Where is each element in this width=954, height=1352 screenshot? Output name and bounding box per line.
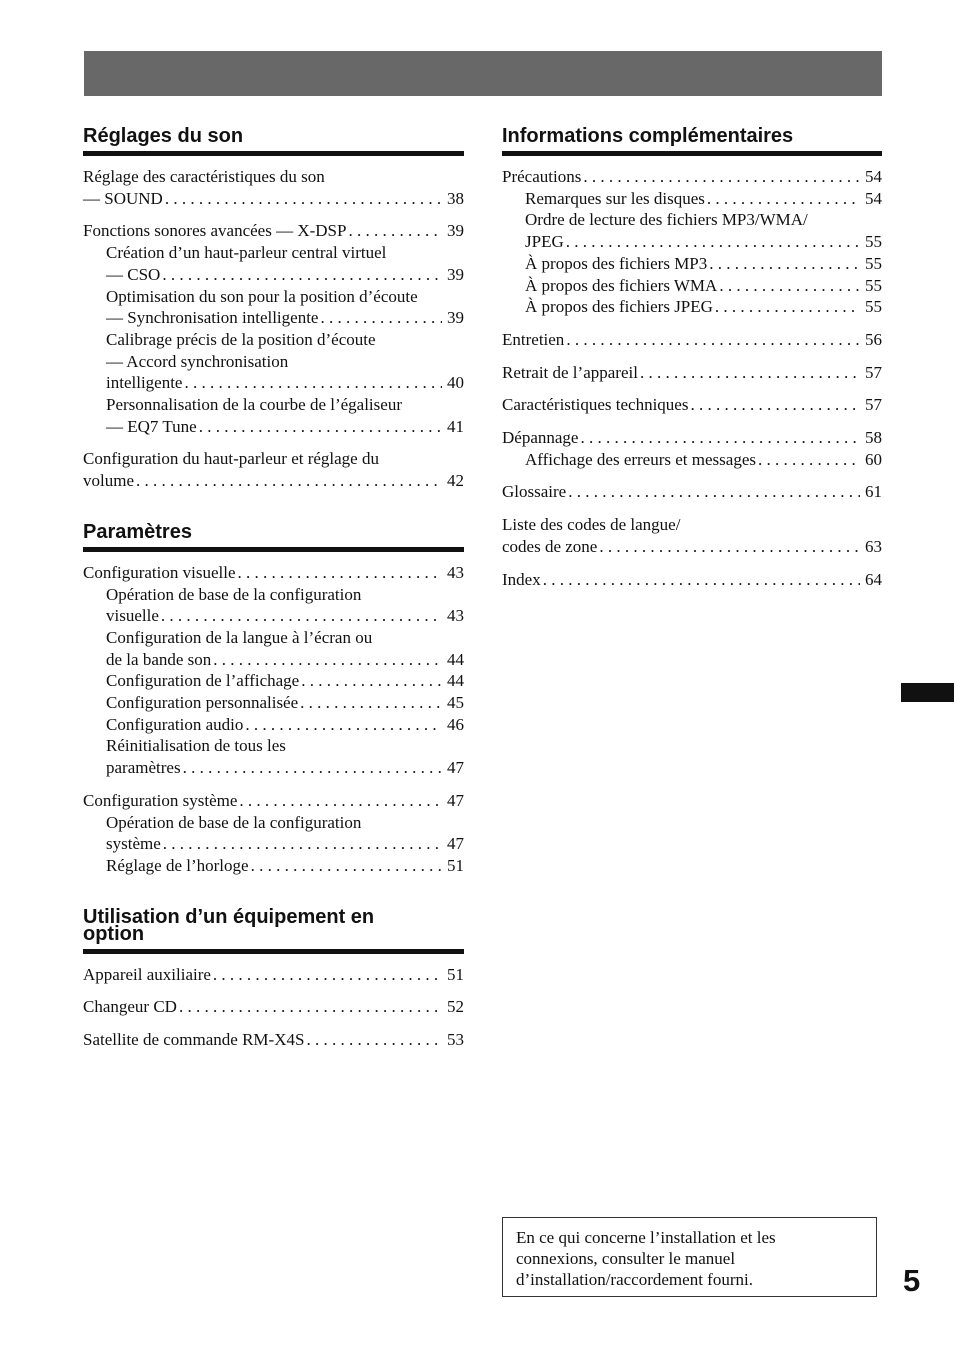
toc-entry <box>83 996 464 1018</box>
toc-entry-group <box>502 569 882 591</box>
entry-text: À propos des fichiers MP3 <box>525 253 708 273</box>
page-ref: 41 <box>447 416 464 436</box>
page-ref: 45 <box>447 693 464 713</box>
dot-leader <box>165 188 442 210</box>
dot-leader <box>245 714 442 736</box>
note-line: connexions, consulter le manuel <box>516 1249 736 1268</box>
toc-subentry <box>83 416 464 438</box>
toc-subentry <box>502 231 882 253</box>
toc-subentry <box>502 253 882 275</box>
dot-leader <box>239 790 442 812</box>
entry-text: Configuration personnalisée <box>106 693 299 713</box>
dot-leader <box>709 253 860 275</box>
entry-text: Optimisation du son pour la position d’écoute <box>106 286 418 306</box>
toc-entry <box>83 470 464 492</box>
entry-text: — Accord synchronisation <box>106 351 289 371</box>
toc-subentry <box>83 812 464 834</box>
dot-leader <box>300 692 442 714</box>
toc-subentry <box>502 449 882 471</box>
toc-entry-group <box>83 562 464 779</box>
entry-text: Caractéristiques techniques <box>502 395 689 415</box>
toc-entry-group <box>83 790 464 877</box>
toc-subentry <box>83 307 464 329</box>
page-ref: 53 <box>447 1030 464 1050</box>
page-ref: 55 <box>865 232 882 252</box>
toc-subentry <box>83 351 464 373</box>
page-ref: 56 <box>865 329 882 349</box>
toc-subentry <box>502 275 882 297</box>
page-ref: 44 <box>447 671 464 691</box>
entry-text: Remarques sur les disques <box>525 188 705 208</box>
toc-entry-group <box>502 329 882 351</box>
toc-entry <box>502 427 882 449</box>
entry-text: À propos des fichiers WMA <box>525 275 718 295</box>
dot-leader <box>162 264 442 286</box>
dot-leader <box>719 275 860 297</box>
toc-entry-group <box>83 996 464 1018</box>
toc-entry-group <box>502 362 882 384</box>
toc-subentry <box>83 714 464 736</box>
entry-text: Réinitialisation de tous les <box>106 736 286 756</box>
page-ref: 55 <box>865 275 882 295</box>
dot-leader <box>715 296 860 318</box>
page-ref: 61 <box>865 482 882 502</box>
page-ref: 47 <box>447 834 464 854</box>
dot-leader <box>199 416 442 438</box>
entry-text: Configuration du haut-parleur et réglage du <box>83 449 379 469</box>
toc-subentry <box>83 692 464 714</box>
entry-text: Changeur CD <box>83 997 177 1017</box>
toc-section <box>502 124 882 590</box>
entry-text: Dépannage <box>502 428 579 448</box>
dot-leader <box>179 996 442 1018</box>
entry-text: — CSO <box>106 264 161 284</box>
entry-text: Calibrage précis de la position d’écoute <box>106 329 376 349</box>
toc-entry-group <box>502 427 882 470</box>
toc-entry <box>83 220 464 242</box>
toc-subentry <box>83 735 464 757</box>
entry-text: Personnalisation de la courbe de l’égaliseur <box>106 395 402 415</box>
toc-subentry <box>83 286 464 308</box>
toc-entry-group <box>83 1029 464 1051</box>
page-ref: 63 <box>865 536 882 556</box>
toc-section <box>83 905 464 1051</box>
dot-leader <box>251 855 442 877</box>
toc-subentry <box>83 670 464 692</box>
entry-text: Glossaire <box>502 482 567 502</box>
entry-text: Retrait de l’appareil <box>502 362 638 382</box>
dot-leader <box>543 569 860 591</box>
toc-subentry <box>83 394 464 416</box>
page-ref: 58 <box>865 428 882 448</box>
entry-text: Opération de base de la configuration <box>106 584 362 604</box>
page-ref: 57 <box>865 362 882 382</box>
page-number: 5 <box>903 1263 921 1298</box>
page-ref: 44 <box>447 649 464 669</box>
dot-leader <box>183 757 442 779</box>
toc-subentry <box>83 242 464 264</box>
toc-entry <box>83 1029 464 1051</box>
toc-entry <box>502 394 882 416</box>
toc-subentry <box>83 584 464 606</box>
entry-text: codes de zone <box>502 536 598 556</box>
toc-subentry <box>502 296 882 318</box>
toc-subentry <box>83 605 464 627</box>
toc-entry <box>502 362 882 384</box>
toc-entry <box>502 329 882 351</box>
page-ref: 51 <box>447 964 464 984</box>
toc-entry <box>502 569 882 591</box>
dot-leader <box>213 964 442 986</box>
dot-leader <box>690 394 860 416</box>
page-ref: 55 <box>865 253 882 273</box>
toc-subentry <box>502 209 882 231</box>
toc-subentry <box>83 372 464 394</box>
page-ref: 39 <box>447 264 464 284</box>
entry-text: Configuration audio <box>106 714 244 734</box>
toc-entry <box>83 790 464 812</box>
installation-note-box <box>502 1217 877 1297</box>
dot-leader <box>136 470 442 492</box>
toc-entry <box>83 562 464 584</box>
entry-text: À propos des fichiers JPEG <box>525 297 713 317</box>
page-ref: 60 <box>865 449 882 469</box>
section-tab-marker <box>901 683 954 702</box>
page-ref: 55 <box>865 297 882 317</box>
dot-leader <box>161 605 442 627</box>
toc-entry-group <box>83 448 464 491</box>
dot-leader <box>566 329 860 351</box>
toc-subentry <box>502 188 882 210</box>
entry-text: Création d’un haut-parleur central virtuel <box>106 243 387 263</box>
entry-text: Fonctions sonores avancées — X-DSP <box>83 221 347 241</box>
toc-entry-group <box>83 220 464 437</box>
toc-subentry <box>83 833 464 855</box>
toc-left-column <box>83 124 464 1079</box>
entry-text: Satellite de commande RM-X4S <box>83 1030 305 1050</box>
toc-subentry <box>83 757 464 779</box>
entry-text: — EQ7 Tune <box>106 416 197 436</box>
entry-text: Liste des codes de langue/ <box>502 515 681 535</box>
dot-leader <box>348 220 442 242</box>
entry-text: Ordre de lecture des fichiers MP3/WMA/ <box>525 210 808 230</box>
dot-leader <box>568 481 860 503</box>
note-line: En ce qui concerne l’installation et les <box>516 1228 776 1247</box>
entry-text: Appareil auxiliaire <box>83 964 211 984</box>
dot-leader <box>238 562 442 584</box>
page-ref: 47 <box>447 790 464 810</box>
toc-subentry <box>83 649 464 671</box>
entry-text: intelligente <box>106 373 183 393</box>
entry-text: Configuration système <box>83 790 238 810</box>
page-ref: 39 <box>447 221 464 241</box>
header-bar <box>84 51 882 96</box>
entry-text: Configuration de l’affichage <box>106 671 300 691</box>
entry-text: — Synchronisation intelligente <box>106 308 319 328</box>
toc-entry <box>502 536 882 558</box>
entry-text: Configuration de la langue à l’écran ou <box>106 627 373 647</box>
section-heading: Utilisation d’un équipement en option <box>83 905 464 954</box>
toc-section <box>83 520 464 877</box>
dot-leader <box>640 362 860 384</box>
dot-leader <box>580 427 860 449</box>
toc-subentry <box>83 627 464 649</box>
entry-text: Précautions <box>502 167 582 186</box>
toc-right-column <box>502 124 882 618</box>
page-ref: 64 <box>865 569 882 589</box>
toc-entry-group <box>502 394 882 416</box>
entry-text: paramètres <box>106 758 181 778</box>
toc-entry <box>83 448 464 470</box>
entry-text: Index <box>502 569 541 589</box>
page-ref: 38 <box>447 188 464 208</box>
page-ref: 46 <box>447 714 464 734</box>
toc-entry <box>83 964 464 986</box>
dot-leader <box>184 372 442 394</box>
section-heading: Informations complémentaires <box>502 124 882 156</box>
toc-entry <box>502 481 882 503</box>
toc-subentry <box>83 855 464 877</box>
entry-text: visuelle <box>106 606 159 626</box>
toc-entry-group <box>83 166 464 209</box>
page-ref: 47 <box>447 758 464 778</box>
toc-entry <box>502 514 882 536</box>
toc-entry-group <box>502 514 882 557</box>
entry-text: volume <box>83 471 134 491</box>
entry-text: Affichage des erreurs et messages <box>525 449 756 469</box>
entry-text: Opération de base de la configuration <box>106 812 362 832</box>
toc-entry-group <box>502 166 882 318</box>
page-ref: 42 <box>447 471 464 491</box>
dot-leader <box>320 307 442 329</box>
toc-section <box>83 124 464 492</box>
toc-subentry <box>83 329 464 351</box>
toc-entry <box>83 188 464 210</box>
section-heading: Paramètres <box>83 520 464 552</box>
entry-text: système <box>106 834 161 854</box>
page-ref: 43 <box>447 562 464 582</box>
page-ref: 54 <box>865 167 882 186</box>
page-ref: 43 <box>447 606 464 626</box>
page-ref: 40 <box>447 373 464 393</box>
toc-entry-group <box>502 481 882 503</box>
page-ref: 39 <box>447 308 464 328</box>
entry-text: Configuration visuelle <box>83 562 236 582</box>
dot-leader <box>301 670 442 692</box>
dot-leader <box>583 166 860 188</box>
entry-text: Réglage de l’horloge <box>106 855 249 875</box>
page-ref: 57 <box>865 395 882 415</box>
toc-entry-group <box>83 964 464 986</box>
page-ref: 52 <box>447 997 464 1017</box>
entry-text: Réglage des caractéristiques du son <box>83 167 325 186</box>
dot-leader <box>306 1029 442 1051</box>
dot-leader <box>599 536 860 558</box>
note-line: d’installation/raccordement fourni. <box>516 1270 753 1289</box>
dot-leader <box>566 231 860 253</box>
dot-leader <box>213 649 442 671</box>
dot-leader <box>163 833 442 855</box>
entry-text: Entretien <box>502 329 565 349</box>
entry-text: de la bande son <box>106 649 212 669</box>
dot-leader <box>707 188 860 210</box>
toc-entry <box>502 166 882 188</box>
toc-entry <box>83 166 464 188</box>
toc-subentry <box>83 264 464 286</box>
section-heading: Réglages du son <box>83 124 464 156</box>
page-ref: 51 <box>447 855 464 875</box>
entry-text: JPEG <box>525 232 564 252</box>
page-ref: 54 <box>865 188 882 208</box>
entry-text: — SOUND <box>83 188 163 208</box>
dot-leader <box>758 449 860 471</box>
